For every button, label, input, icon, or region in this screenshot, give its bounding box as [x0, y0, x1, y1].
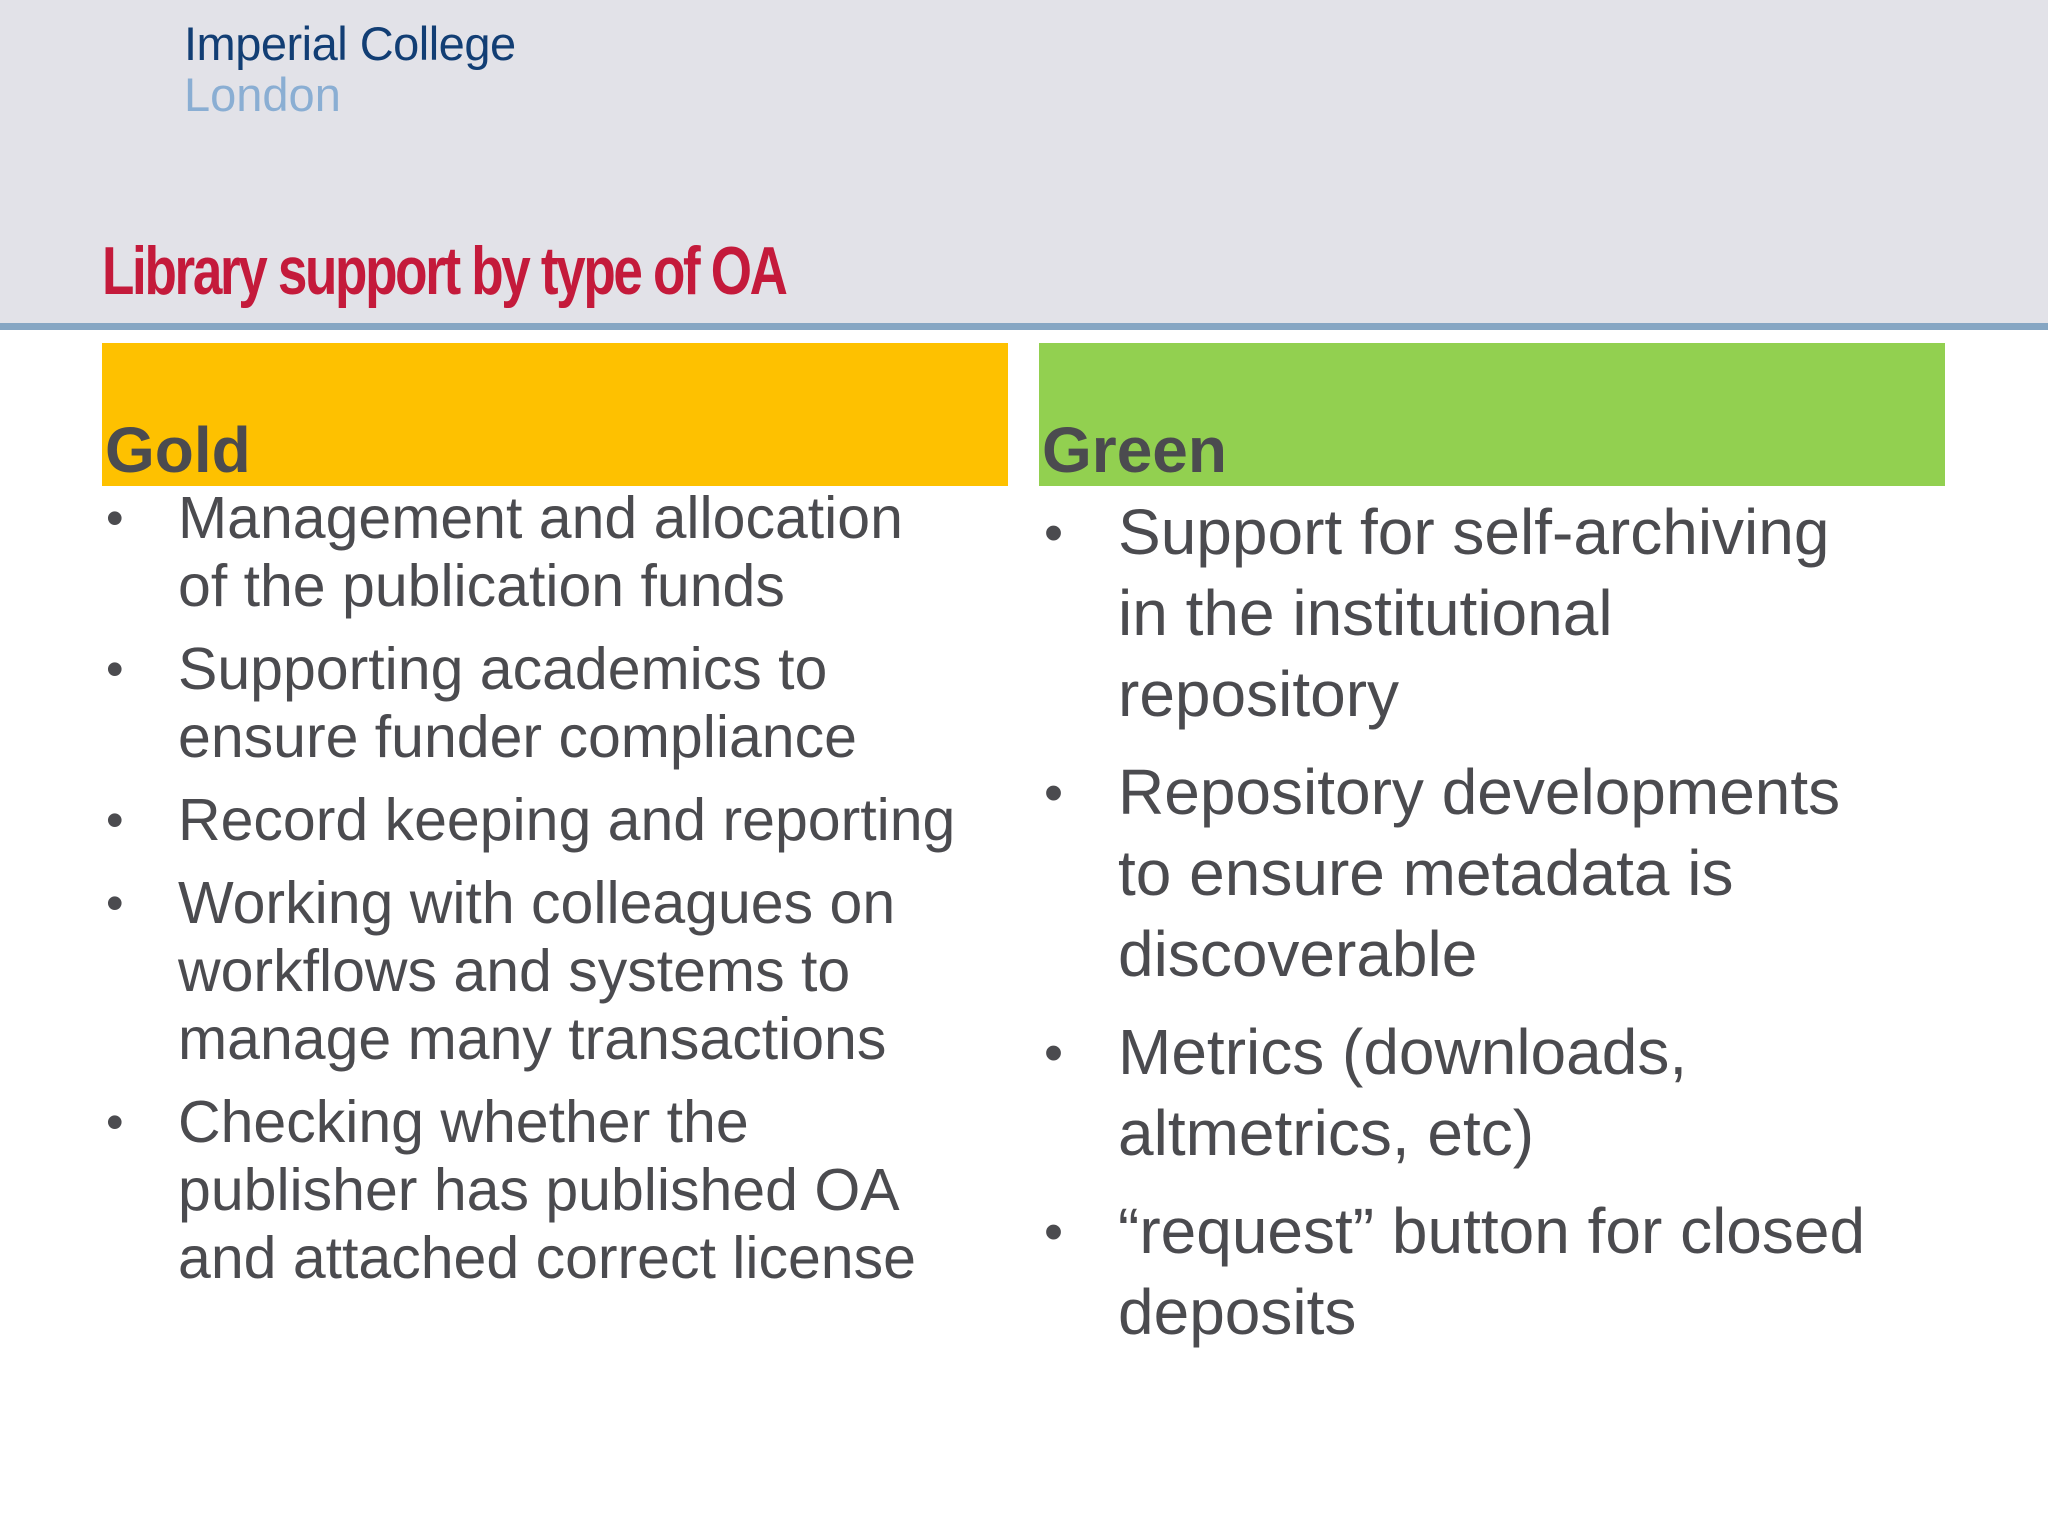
gold-bullet-text: Management and allocation of the publication funds [178, 485, 903, 619]
gold-bullet-list [102, 484, 1022, 1307]
green-bullet-text: “request” button for closed deposits [1118, 1195, 1866, 1348]
gold-bullet-item [102, 786, 1022, 854]
gold-bullet-text: Checking whether the publisher has published OA and attached correct license [178, 1089, 916, 1291]
green-bullet-item [1040, 1191, 1980, 1353]
green-bullet-text: Support for self-archiving in the institutional repository [1118, 496, 1830, 730]
logo-line-2: London [184, 68, 341, 121]
gold-bullet-item [102, 1088, 1022, 1292]
imperial-college-logo [184, 17, 516, 121]
header-divider [0, 323, 2048, 330]
green-bullet-item [1040, 752, 1980, 995]
bullet-icon: • [106, 1094, 124, 1150]
bullet-icon: • [106, 641, 124, 697]
gold-bullet-text: Supporting academics to ensure funder compliance [178, 636, 857, 770]
slide-title: Library support by type of OA [102, 233, 786, 309]
bullet-icon: • [1044, 1022, 1064, 1083]
gold-bullet-item [102, 484, 1022, 620]
bullet-icon: • [1044, 502, 1064, 563]
green-bullet-text: Metrics (downloads, altmetrics, etc) [1118, 1016, 1688, 1169]
bullet-icon: • [106, 792, 124, 848]
bullet-icon: • [106, 490, 124, 546]
gold-heading: Gold [105, 414, 251, 486]
green-heading: Green [1042, 414, 1227, 486]
green-bullet-item [1040, 492, 1980, 735]
bullet-icon: • [1044, 762, 1064, 823]
gold-column-header [102, 343, 1008, 486]
gold-bullet-item [102, 635, 1022, 771]
green-bullet-text: Repository developments to ensure metadata is discoverable [1118, 756, 1841, 990]
bullet-icon: • [1044, 1201, 1064, 1262]
gold-bullet-item [102, 869, 1022, 1073]
green-bullet-list [1040, 492, 1980, 1370]
gold-bullet-text: Working with colleagues on workflows and systems to manage many transactions [178, 870, 896, 1072]
bullet-icon: • [106, 875, 124, 931]
green-column-header [1039, 343, 1945, 486]
gold-bullet-text: Record keeping and reporting [178, 787, 956, 853]
logo-line-1: Imperial College [184, 17, 516, 70]
green-bullet-item [1040, 1012, 1980, 1174]
